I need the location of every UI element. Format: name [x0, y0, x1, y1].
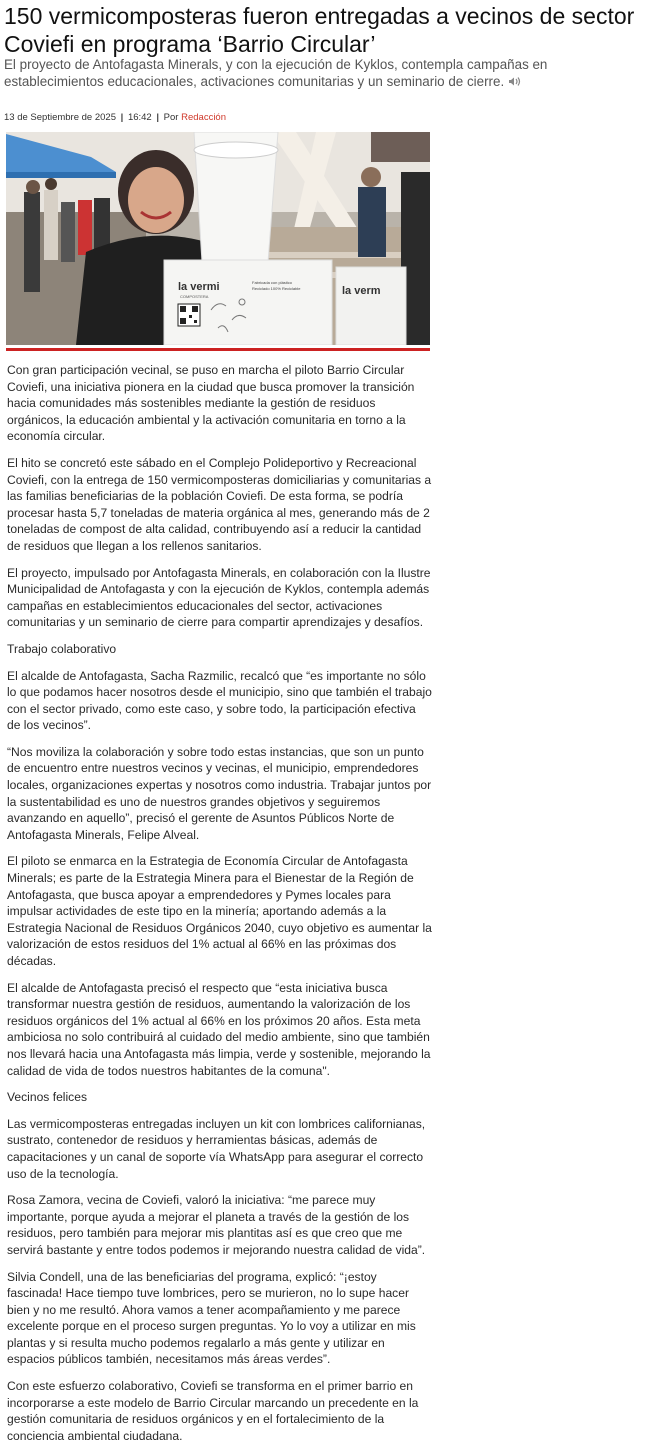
paragraph: Con este esfuerzo colaborativo, Coviefi se transforma en el primer barrio en incorporarse a este modelo de Barrio Circular marcando un precedente en la gestión comunitaria de residuos orgánicos y en el fortalecimiento de la conciencia ambiental ciudadana. [7, 1379, 419, 1443]
box-brand-sub: COMPOSTERA [180, 294, 209, 299]
section-heading: Trabajo colaborativo [7, 641, 117, 656]
article-photo [6, 132, 430, 351]
paragraph: El proyecto, impulsado por Antofagasta Minerals, en colaboración con la Ilustre Municipalidad de Antofagasta y con la ejecución de Kyklos, contempla además campañas en establecimientos educacionales del sector, activaciones comunitarias y un seminario de cierre para compartir aprendizajes y desafíos. [7, 565, 431, 630]
paragraph: El alcalde de Antofagasta precisó el respecto que “esta iniciativa busca transformar nuestra gestión de residuos, aumentando la valorización de los residuos orgánicos del 1% actual al 66% en los próximos 20 años. Esta meta ambiciosa no solo contribuirá al cuidado del medio ambiente, sino que también nos llevará hacia una Antofagasta más limpia, verde y sostenible, mejorando la calidad de vida de todos nuestros habitantes de la comuna". [7, 980, 431, 1078]
speaker-icon[interactable] [508, 74, 522, 91]
article-meta [4, 112, 226, 123]
paragraph: El alcalde de Antofagasta, Sacha Razmilic, recalcó que “es importante no sólo lo que podamos hacer nosotros desde el municipio, sino que también el trabajo con el sector privado, como este caso, y sobre todo, la participación efectiva de los vecinos”. [7, 668, 432, 733]
paragraph: Rosa Zamora, vecina de Coviefi, valoró la iniciativa: “me parece muy importante, porque ayuda a mejorar el planeta a través de la gestión de los residuos, pero también para mejorar mis plantitas así es que creo que me servirá bastante y entre todos podemos ir mejorando nuestra calidad de vida”. [7, 1193, 426, 1257]
qr-code-icon [178, 304, 200, 326]
paragraph: El piloto se enmarca en la Estrategia de Economía Circular de Antofagasta Minerals; es parte de la Estrategia Minera para el Bienestar de la Región de Antofagasta, que busca apoyar a emprendedores y Pymes locales para impulsar actividades de este tipo en la minería; aportando además a la Estrategia Nacional de Residuos Orgánicos 2040, cuyo objetivo es aumentar la valorización de estos residuos del 1% actual al 66% en las próximas dos décadas. [7, 854, 432, 968]
paragraph: Las vermicomposteras entregadas incluyen un kit con lombrices californianas, sustrato, contenedor de residuos y herramientas básicas, además de capacitaciones y un canal de soporte vía WhatsApp para asegurar el correcto uso de la tecnología. [7, 1116, 426, 1181]
box-text-line1: Fabricada con plástico [252, 280, 293, 285]
author-link[interactable]: Redacción [181, 112, 226, 123]
section-heading: Vecinos felices [7, 1090, 87, 1105]
photo-illustration [6, 132, 430, 345]
box2-brand: la verm [342, 285, 381, 297]
paragraph: El hito se concretó este sábado en el Complejo Polideportivo y Recreacional Coviefi, con la entrega de 150 vermicomposteras domiciliarias y comunitarias a las familias beneficiarias de la población Coviefi. De esta forma, se podría procesar hasta 5,7 toneladas de materia orgánica al mes, generando más de 2 toneladas de compost de alta calidad, contribuyendo así a reducir la cantidad de residuos que llegan a los rellenos sanitarios. [7, 455, 432, 553]
paragraph: Con gran participación vecinal, se puso en marcha el piloto Barrio Circular Coviefi, una iniciativa pionera en la ciudad que busca promover la transición hacia comunidades más sostenibles mediante la gestión de residuos orgánicos, la educación ambiental y la activación comunitaria en torno a la economía circular. [7, 363, 415, 444]
subtitle-text: El proyecto de Antofagasta Minerals, y con la ejecución de Kyklos, contempla campañas en establecimientos educacionales, activaciones comunitarias y un seminario de cierre. [4, 57, 548, 89]
publish-time: 16:42 [127, 112, 152, 123]
article-title: 150 vermicomposteras fueron entregadas a vecinos de sector Coviefi en programa ‘Barrio Circular’ [4, 3, 635, 57]
meta-separator: | [156, 112, 160, 123]
box-text-line2: Reciclado 100% Reciclable [252, 286, 301, 291]
paragraph: “Nos moviliza la colaboración y sobre todo estas instancias, que son un punto de encuentro entre nuestros vecinos y vecinas, el municipio, emprendedores locales, organizaciones expertas y nosotros como industria. Trabajar juntos por la sustentabilidad es uno de nuestros grandes objetivos y seguiremos avanzando en aquello”, precisó el gerente de Asuntos Públicos Norte de Antofagasta Minerals, Felipe Alveal. [7, 744, 432, 842]
paragraph: Silvia Condell, una de las beneficiarias del programa, explicó: “¡estoy fascinada! Hace tiempo tuve lombrices, pero se murieron, no lo supe hacer bien y no me resultó. Ahora vamos a tener acompañamiento y me parece excelente porque en el proceso surgen preguntas. Yo lo voy a utilizar en mis plantas y si resulta mucho podemos regalarlo a más gente y utilizar en espacios públicos también, necesitamos más áreas verdes”. [7, 1269, 416, 1367]
meta-separator: | [120, 112, 124, 123]
article-body [7, 362, 432, 1454]
box-brand: la vermi [178, 281, 220, 293]
by-label: Por [163, 112, 179, 123]
publish-date: 13 de Septiembre de 2025 [4, 112, 116, 123]
article-subtitle [4, 56, 644, 91]
